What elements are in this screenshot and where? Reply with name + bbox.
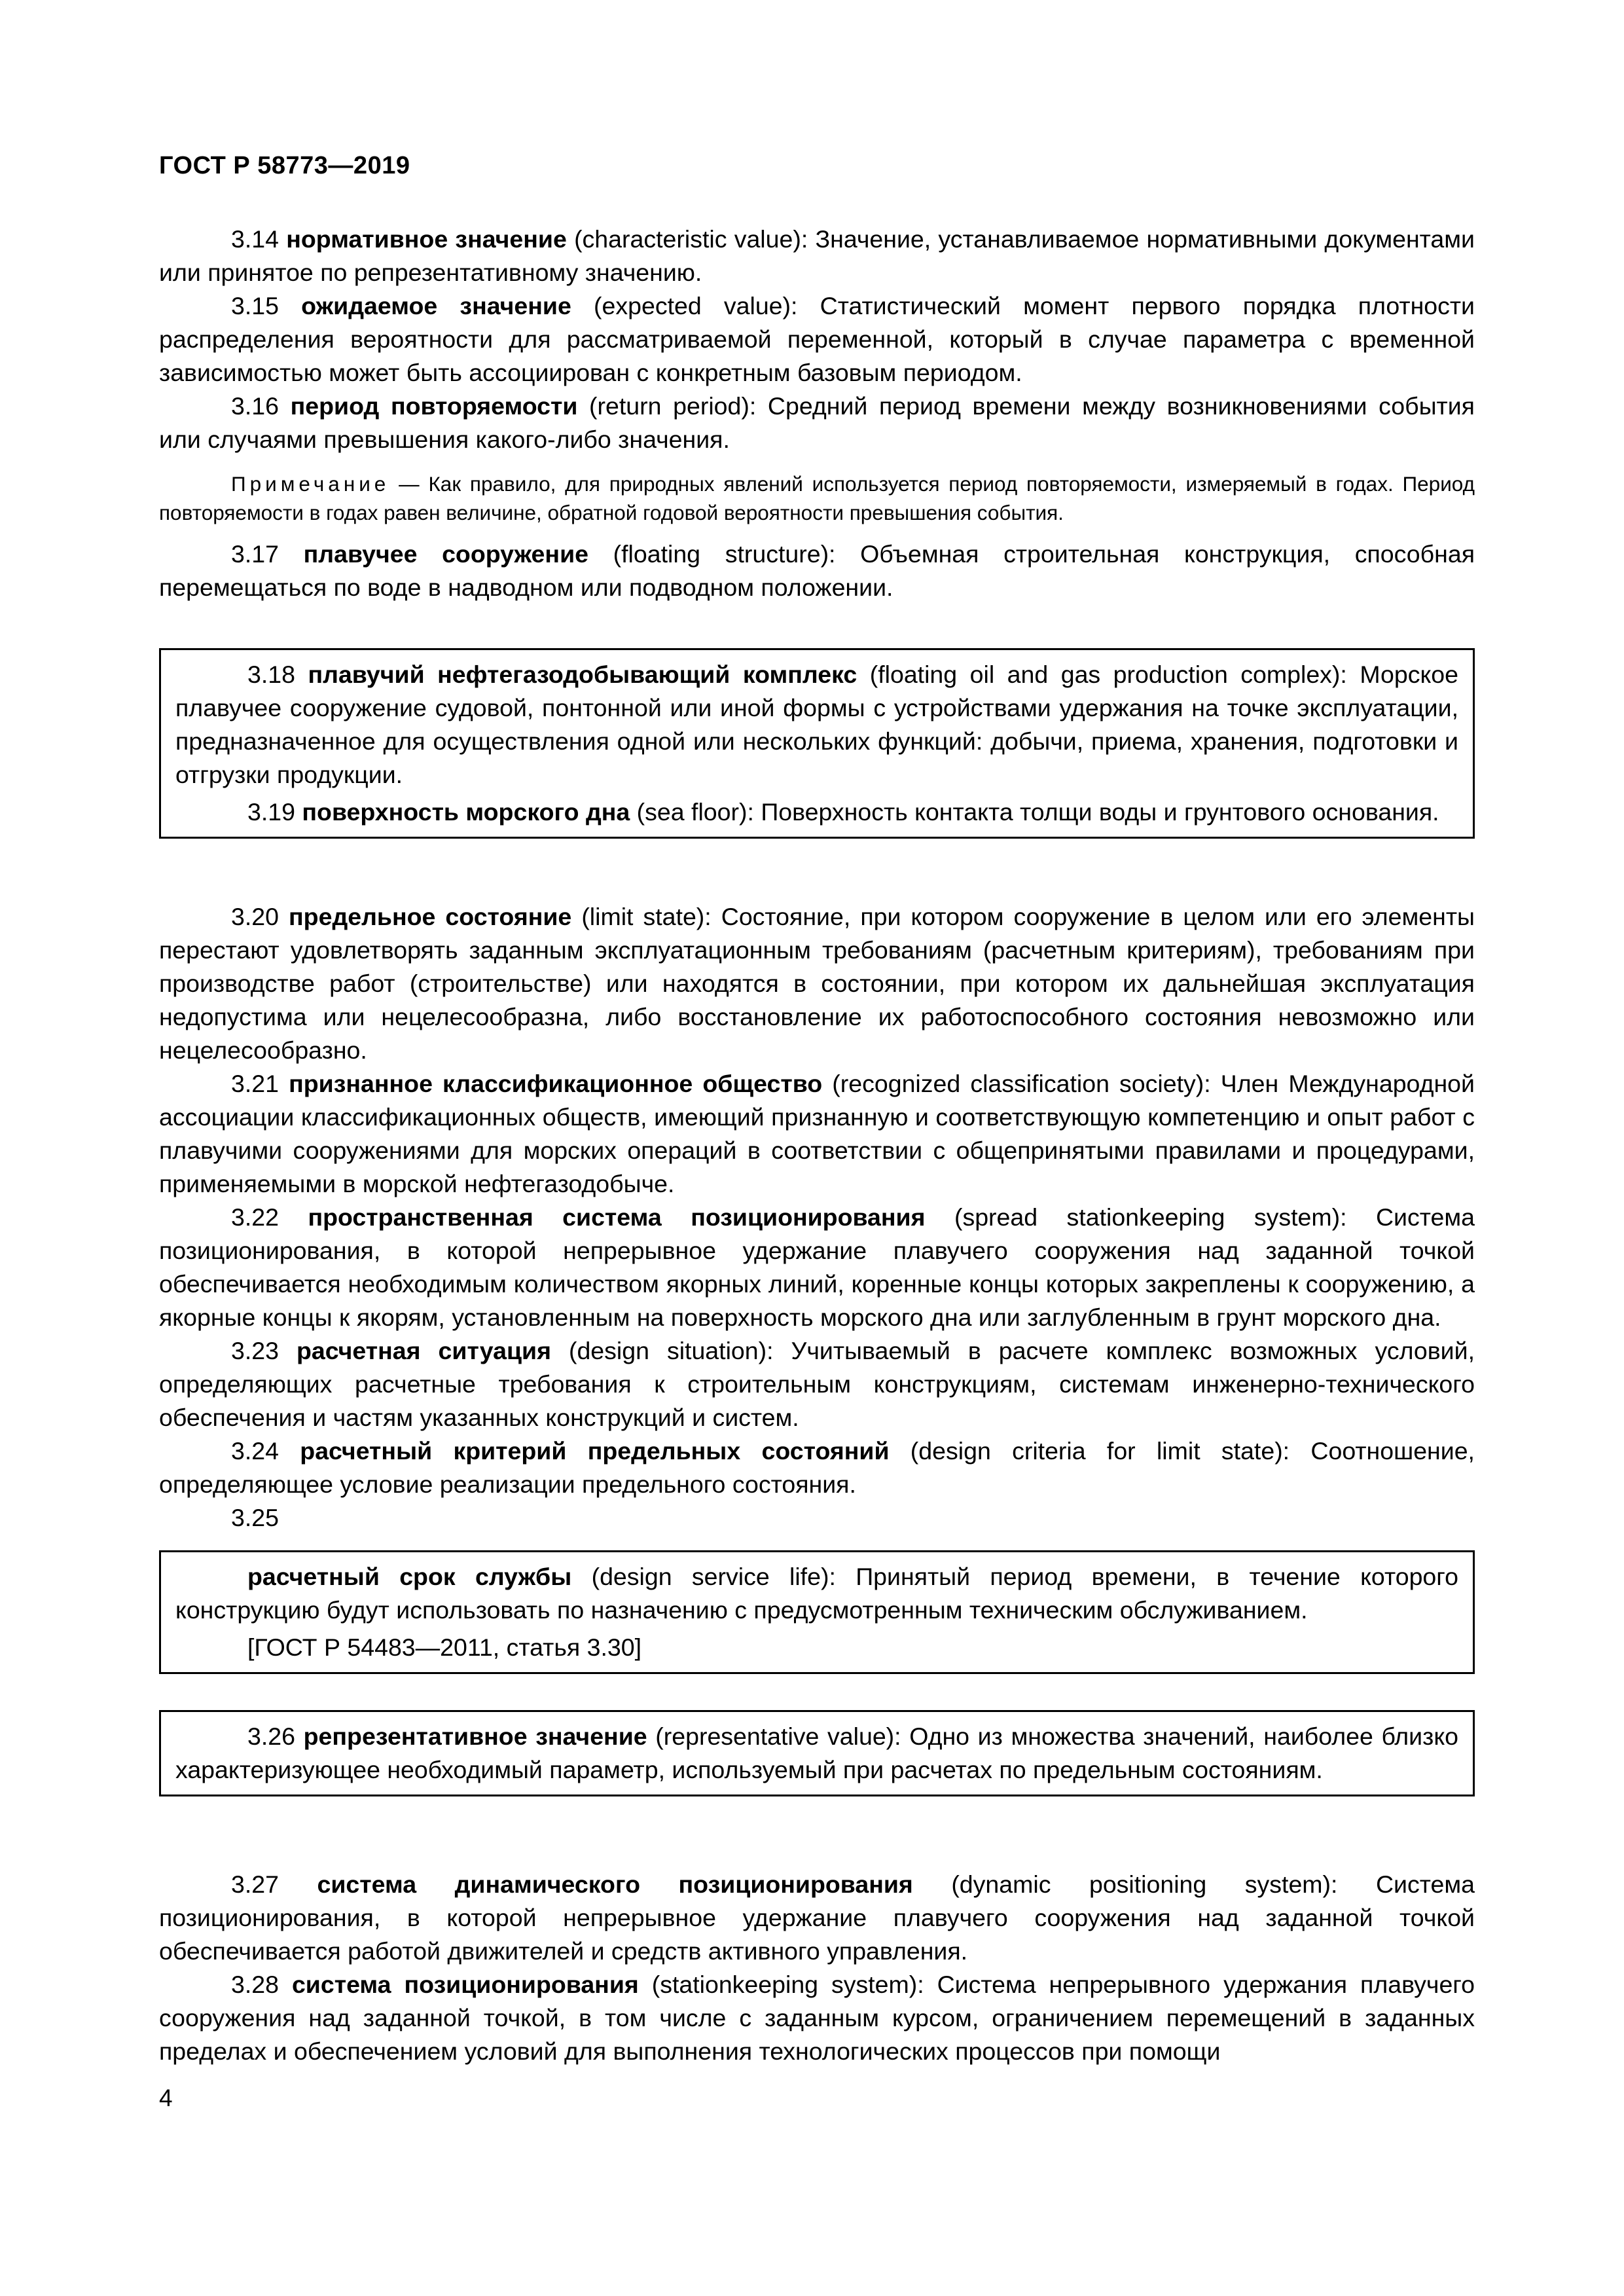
term-definition: (expected value): Статистический момент первого порядка плотности распределения вероятности для рассматриваемой переменной, который в случае параметра с временной зависимостью может быть ассоциирован с конкретным базовым периодом. [159,292,1475,386]
term-title: плавучий нефтегазодобывающий комплекс [308,661,857,688]
boxed-term-3-25 [159,1550,1475,1674]
term-title: период повторяемости [290,392,578,420]
term-3-24: 3.24 расчетный критерий предельных состояний (design criteria for limit state): Соотношение, определяющее условие реализации предельного состояния. [159,1437,1475,1498]
term-definition: (design criteria for limit state): Соотношение, определяющее условие реализации предельного состояния. [159,1437,1475,1498]
term-definition: (dynamic positioning system): Система позиционирования, в которой непрерывное удержание плавучего сооружения над заданной точкой обеспечивается работой движителей и средств активного управления. [159,1870,1475,1965]
note-label: Примечание [231,472,390,496]
terms-block-3 [159,1868,1475,2068]
note-text: — Как правило, для природных явлений используется период повторяемости, измеряемый в годах. Период повторяемости в годах равен величине, обратной годовой вероятности превышения события. [159,472,1475,524]
term-definition: (spread stationkeeping system): Система позиционирования, в которой непрерывное удержание плавучего сооружения над заданной точкой обеспечивается необходимым количеством якорных линий, коренные концы которых закреплены к сооружению, а якорные концы к якорям, установленным на поверхность морского дна или заглубленным в грунт морского дна. [159,1203,1475,1331]
term-3-25-number: 3.25 [231,1504,279,1531]
term-title: предельное состояние [289,903,572,930]
terms-block-1 [159,223,1475,604]
term-3-27: 3.27 система динамического позиционирования (dynamic positioning system): Система позиционирования, в которой непрерывное удержание плавучего сооружения над заданной точкой обеспечивается работой движителей и средств активного управления. [159,1870,1475,1965]
term-3-16: 3.16 период повторяемости (return period): Средний период времени между возникновениями события или случаями превышения какого-либо значения. [159,392,1475,453]
term-title: поверхность морского дна [302,798,630,826]
term-title: система динамического позиционирования [317,1870,913,1898]
note-3-16 [159,469,1475,527]
page-number: 4 [159,2085,173,2111]
term-definition: (sea floor): Поверхность контакта толщи воды и грунтового основания. [630,798,1439,826]
term-title: репрезентативное значение [303,1722,647,1750]
term-title: признанное классификационное общество [289,1070,823,1097]
term-definition: (recognized classification society): Член Международной ассоциации классификационных обществ, имеющий признанную и соответствующую компетенцию и опыт работ с плавучими сооружениями для морских операций в соответствии с общепринятыми правилами и процедурами, применяемыми в морской нефтегазодобыче. [159,1070,1475,1197]
term-title: расчетный срок службы [247,1563,572,1590]
term-title: расчетный критерий предельных состояний [300,1437,890,1465]
boxed-terms-3-18-3-19 [159,648,1475,839]
term-3-20: 3.20 предельное состояние (limit state): Состояние, при котором сооружение в целом или его элементы перестают удовлетворять заданным эксплуатационным требованиям (расчетным критериям), требованиям при производстве работ (строительстве) или находятся в состоянии, при котором их дальнейшая эксплуатация недопустима или нецелесообразна, либо восстановление их работоспособного состояния невозможно или нецелесообразно. [159,903,1475,1064]
term-title: пространственная система позиционирования [308,1203,926,1231]
term-definition: (design service life): Принятый период времени, в течение которого конструкцию будут использовать по назначению с предусмотренным техническим обслуживанием. [175,1563,1458,1624]
term-3-18: 3.18 плавучий нефтегазодобывающий комплекс (floating oil and gas production complex): Морское плавучее сооружение судовой, понтонной или иной формы с устройствами удержания на точке эксплуатации, предназначенное для осуществления одной или нескольких функций: добычи, приема, хранения, подготовки и отгрузки продукции. [175,661,1458,788]
term-3-19: 3.19 поверхность морского дна (sea floor): Поверхность контакта толщи воды и грунтового основания. [247,798,1439,826]
term-3-14: 3.14 нормативное значение (characteristic value): Значение, устанавливаемое нормативными документами или принятое по репрезентативному значению. [159,225,1475,286]
term-title: плавучее сооружение [303,540,588,568]
term-definition: (stationkeeping system): Система непрерывного удержания плавучего сооружения над заданной точкой, в том числе с заданным курсом, ограничением перемещений в заданных пределах и обеспечением условий для выполнения технологических процессов при помощи [159,1971,1475,2065]
term-3-23: 3.23 расчетная ситуация (design situation): Учитываемый в расчете комплекс возможных условий, определяющих расчетные требования к строительным конструкциям, системам инженерно-технического обеспечения и частям указанных конструкций и систем. [159,1337,1475,1431]
term-3-15: 3.15 ожидаемое значение (expected value): Статистический момент первого порядка плотности распределения вероятности для рассматриваемой переменной, который в случае параметра с временной зависимостью может быть ассоциирован с конкретным базовым периодом. [159,292,1475,386]
term-definition: (design situation): Учитываемый в расчете комплекс возможных условий, определяющих расчетные требования к строительным конструкциям, системам инженерно-технического обеспечения и частям указанных конструкций и систем. [159,1337,1475,1431]
term-title: система позиционирования [291,1971,639,1998]
boxed-term-3-26 [159,1710,1475,1796]
term-3-25 [175,1560,1458,1627]
term-definition: (representative value): Одно из множества значений, наиболее близко характеризующее необходимый параметр, используемый при расчетах по предельным состояниям. [175,1722,1459,1783]
term-title: расчетная ситуация [297,1337,551,1364]
term-definition: (floating oil and gas production complex): Морское плавучее сооружение судовой, понтонной или иной формы с устройствами удержания на точке эксплуатации, предназначенное для осуществления одной или нескольких функций: добычи, приема, хранения, подготовки и отгрузки продукции. [175,661,1458,788]
term-3-22: 3.22 пространственная система позиционирования (spread stationkeeping system): Система позиционирования, в которой непрерывное удержание плавучего сооружения над заданной точкой обеспечивается необходимым количеством якорных линий, коренные концы которых закреплены к сооружению, а якорные концы к якорям, установленным на поверхность морского дна или заглубленным в грунт морского дна. [159,1203,1475,1331]
standard-header: ГОСТ Р 58773—2019 [159,152,410,179]
terms-block-2 [159,900,1475,1535]
term-title: ожидаемое значение [301,292,571,319]
term-title: нормативное значение [286,225,567,253]
term-definition: (limit state): Состояние, при котором сооружение в целом или его элементы перестают удовлетворять заданным эксплуатационным требованиям (расчетным критериям), требованиям при производстве работ (строительстве) или находятся в состоянии, при котором их дальнейшая эксплуатация недопустима или нецелесообразна, либо восстановление их работоспособного состояния невозможно или нецелесообразно. [159,903,1475,1064]
term-definition: (return period): Средний период времени между возникновениями события или случаями превышения какого-либо значения. [159,392,1475,453]
term-3-28: 3.28 система позиционирования (stationkeeping system): Система непрерывного удержания плавучего сооружения над заданной точкой, в том числе с заданным курсом, ограничением перемещений в заданных пределах и обеспечением условий для выполнения технологических процессов при помощи [159,1971,1475,2065]
term-reference: [ГОСТ Р 54483—2011, статья 3.30] [247,1633,642,1661]
term-definition: (floating structure): Объемная строительная конструкция, способная перемещаться по воде в надводном или подводном положении. [159,540,1475,601]
term-3-21: 3.21 признанное классификационное общество (recognized classification society): Член Международной ассоциации классификационных обществ, имеющий признанную и соответствующую компетенцию и опыт работ с плавучими сооружениями для морских операций в соответствии с общепринятыми правилами и процедурами, применяемыми в морской нефтегазодобыче. [159,1070,1475,1197]
term-3-26: 3.26 репрезентативное значение (representative value): Одно из множества значений, наиболее близко характеризующее необходимый параметр, используемый при расчетах по предельным состояниям. [175,1722,1459,1783]
term-definition: (characteristic value): Значение, устанавливаемое нормативными документами или принятое по репрезентативному значению. [159,225,1475,286]
term-3-17: 3.17 плавучее сооружение (floating structure): Объемная строительная конструкция, способная перемещаться по воде в надводном или подводном положении. [159,540,1475,601]
